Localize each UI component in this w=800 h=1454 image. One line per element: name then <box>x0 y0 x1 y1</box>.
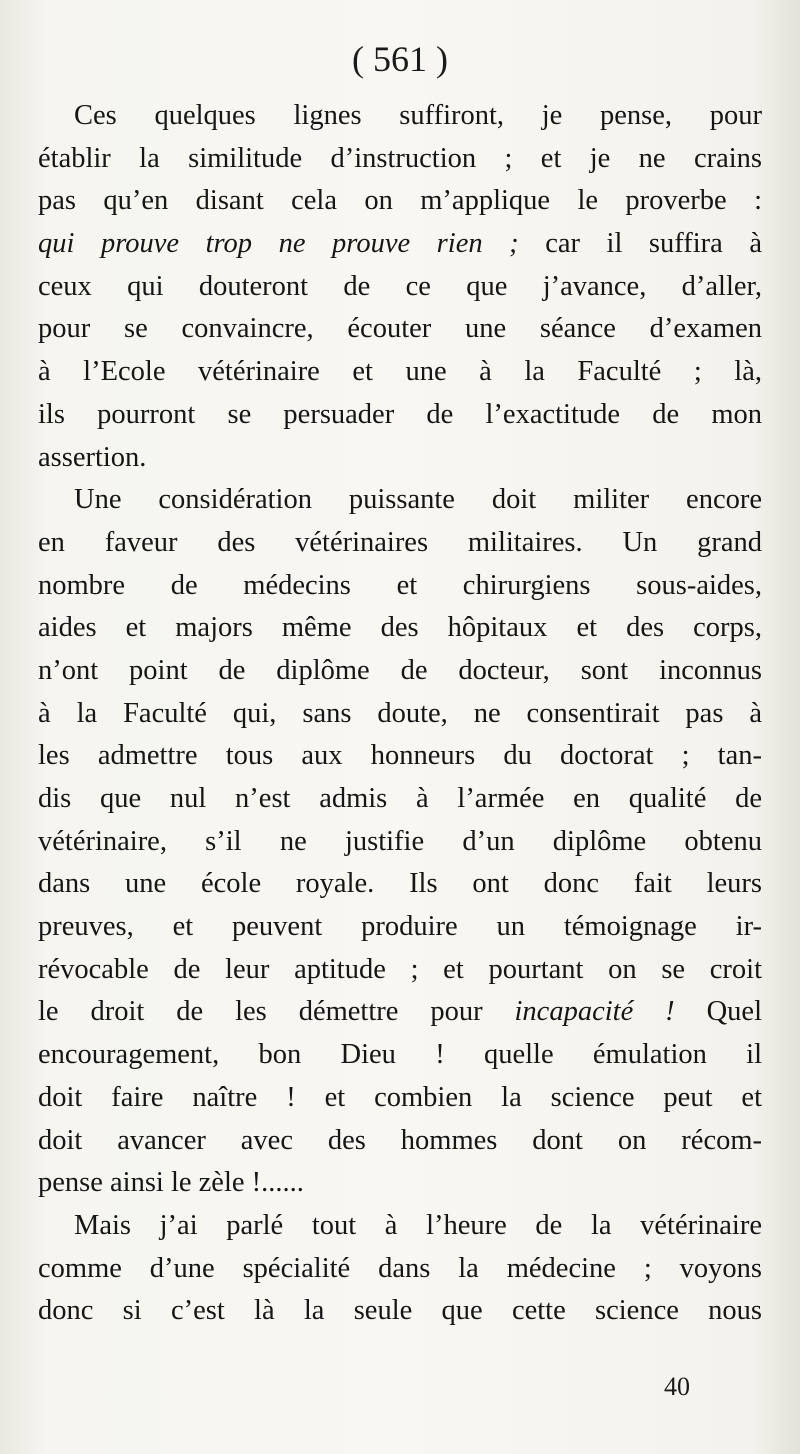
text-line: vétérinaire, s’il ne justifie d’un diplôme obtenu <box>38 825 762 857</box>
text-line: Ces quelques lignes suffiront, je pense, pour <box>74 100 762 131</box>
paragraph <box>38 95 762 479</box>
text-line <box>38 223 762 266</box>
text-line: nombre de médecins et chirurgiens sous-aides, <box>38 569 762 601</box>
page-number: ( 561 ) <box>352 39 448 79</box>
text-line: dis que nul n’est admis à l’armée en qualité de <box>38 783 762 814</box>
text-line: les admettre tous aux honneurs du doctorat ; tan- <box>38 740 762 772</box>
text-line: à l’Ecole vétérinaire et une à la Faculté ; là, <box>38 356 762 388</box>
italic-text: qui prouve trop ne prouve rien ; <box>38 228 519 260</box>
text-line: à la Faculté qui, sans doute, ne consentirait pas à <box>38 697 762 729</box>
text-line: Mais j’ai parlé tout à l’heure de la vétérinaire <box>74 1209 762 1241</box>
text-line: doit faire naître ! et combien la science peut et <box>38 1081 762 1113</box>
text-line: donc si c’est là la seule que cette science nous <box>38 1295 762 1327</box>
body-text <box>38 95 762 1333</box>
text-line: pour se convaincre, écouter une séance d’examen <box>38 313 762 345</box>
text-line: n’ont point de diplôme de docteur, sont inconnus <box>38 654 762 686</box>
text-segment: Quel <box>674 996 762 1028</box>
text-line: doit avancer avec des hommes dont on récom- <box>38 1124 762 1156</box>
text-segment: car il suffira à <box>518 228 762 260</box>
text-line: comme d’une spécialité dans la médecine ; voyons <box>38 1252 762 1284</box>
text-line: révocable de leur aptitude ; et pourtant on se croit <box>38 953 762 985</box>
catchword: 40 <box>664 1372 690 1401</box>
text-line: aides et majors même des hôpitaux et des corps, <box>38 612 762 644</box>
text-line: établir la similitude d’instruction ; et je ne crains <box>38 142 762 174</box>
text-line: encouragement, bon Dieu ! quelle émulation il <box>38 1039 762 1071</box>
text-line: preuves, et peuvent produire un témoignage ir- <box>38 911 762 943</box>
text-line: pas qu’en disant cela on m’applique le proverbe : <box>38 185 762 217</box>
text-line: dans une école royale. Ils ont donc fait leurs <box>38 868 762 900</box>
text-line: Une considération puissante doit militer encore <box>74 484 762 516</box>
text-line: ils pourront se persuader de l’exactitude de mon <box>38 398 762 430</box>
text-line <box>38 991 762 1034</box>
text-line: en faveur des vétérinaires militaires. Un grand <box>38 526 762 558</box>
text-line: pense ainsi le zèle !...... <box>38 1167 304 1199</box>
text-line: assertion. <box>38 441 147 473</box>
paragraph <box>38 1205 762 1333</box>
italic-text: incapacité ! <box>514 996 675 1028</box>
text-line: ceux qui douteront de ce que j’avance, d’aller, <box>38 270 762 302</box>
text-segment: le droit de les démettre pour <box>38 996 515 1028</box>
paragraph <box>38 479 762 1205</box>
